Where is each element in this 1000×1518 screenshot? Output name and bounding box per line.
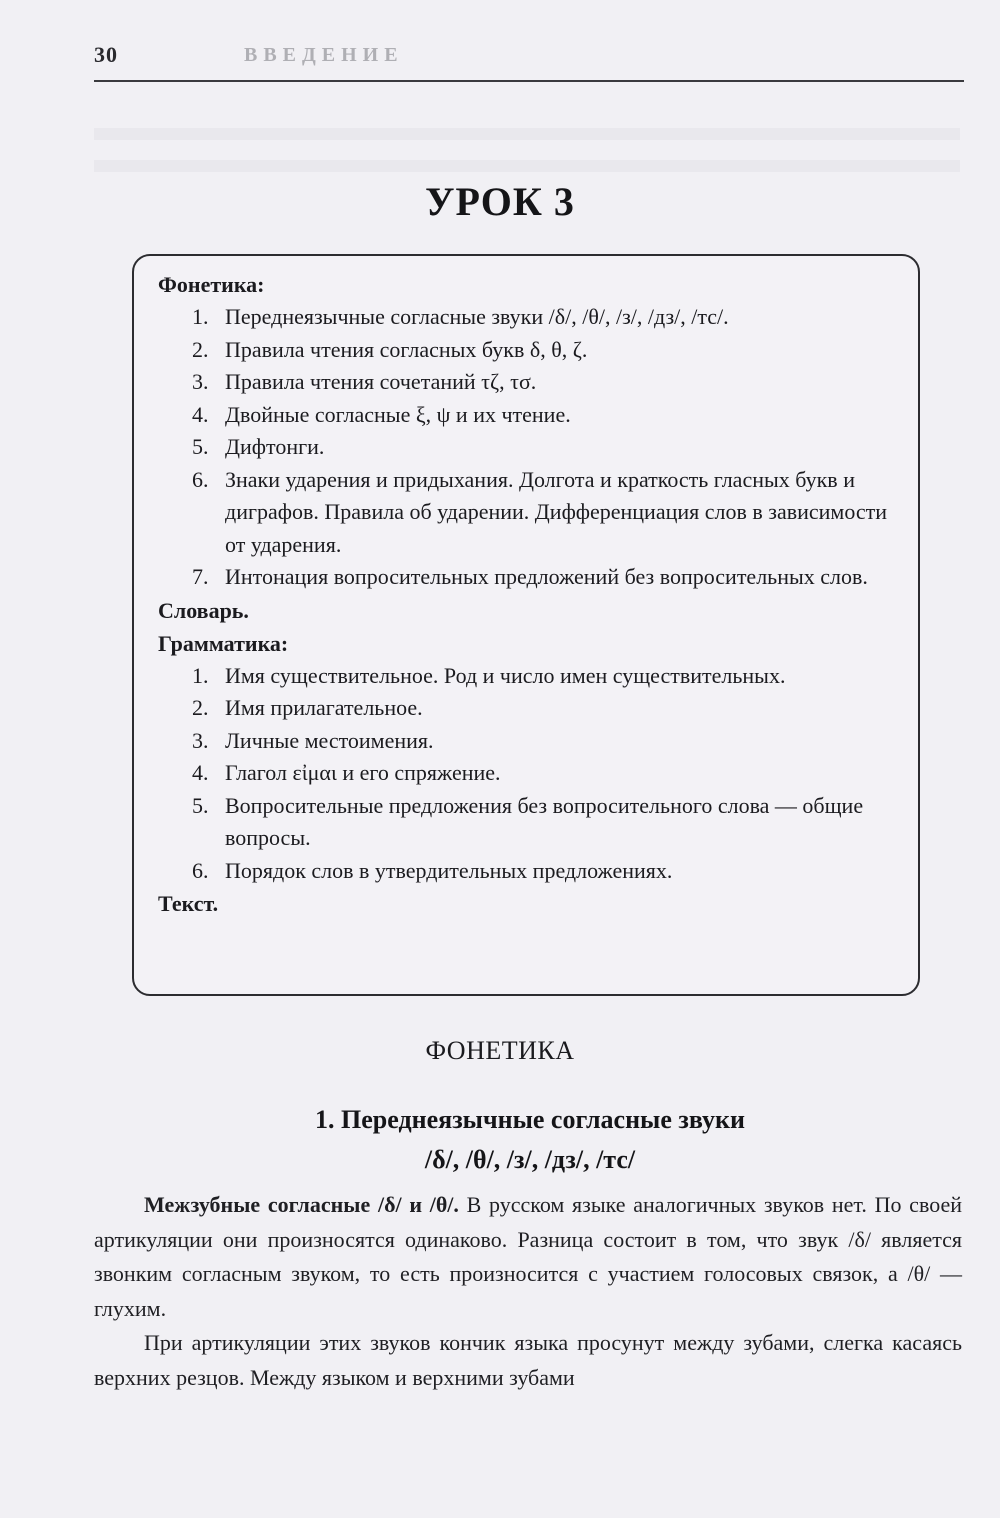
lesson-contents-box xyxy=(132,254,920,996)
subsection-heading-line-1: 1. Переднеязычные согласные звуки xyxy=(315,1105,745,1134)
paragraph xyxy=(94,1326,962,1395)
list-item-number: 4. xyxy=(192,401,209,427)
list-item-number: 5. xyxy=(192,434,209,459)
list-item-number: 2. xyxy=(192,336,209,362)
list-item-number: 6. xyxy=(192,466,209,492)
list-item xyxy=(158,334,898,367)
list-item xyxy=(158,464,898,562)
paragraph-lead-bold: Межзубные согласные /δ/ и /θ/. xyxy=(144,1192,459,1217)
paragraph-text: В русском языке аналогичных звуков нет. По своей артикуляции они произносятся одинаково. Разница состоит в том, что звук /δ/ является звонким согласным звуком, то есть произносится с участием голосовых связок, а /θ/ — глухим. xyxy=(94,1192,962,1321)
list-item-number: 1. xyxy=(192,662,209,688)
subsection-heading-line-2: /δ/, /θ/, /з/, /дз/, /тс/ xyxy=(424,1145,636,1174)
list-item xyxy=(158,692,898,725)
list-item-number: 7. xyxy=(192,564,209,589)
show-through xyxy=(94,160,960,172)
list-item-text: Правила чтения согласных букв δ, θ, ζ. xyxy=(225,336,588,362)
list-item-text: Глагол εἰμαι и его спряжение. xyxy=(225,760,501,785)
list-item-text: Знаки ударения и придыхания. Долгота и краткость гласных букв и диграфов. Правила об ударении. Дифференциация слов в зависимости от ударения. xyxy=(225,466,888,557)
list-item-number: 3. xyxy=(192,369,209,394)
list-item-number: 6. xyxy=(192,857,209,883)
list-item-number: 4. xyxy=(192,760,209,785)
body-text xyxy=(94,1188,962,1395)
list-item-number: 2. xyxy=(192,695,209,720)
list-item-number: 3. xyxy=(192,727,209,753)
list-item-text: Переднеязычные согласные звуки /δ/, /θ/, /з/, /дз/, /тс/. xyxy=(225,304,729,329)
vocabulary-label: Словарь. xyxy=(158,597,249,623)
list-item-text: Двойные согласные ξ, ψ и их чтение. xyxy=(225,401,571,427)
list-item xyxy=(158,855,898,888)
list-item xyxy=(158,660,898,693)
phonetics-label: Фонетика: xyxy=(158,272,265,297)
grammar-list xyxy=(158,660,898,888)
list-item-text: Дифтонги. xyxy=(225,434,325,459)
list-item xyxy=(158,301,898,334)
list-item xyxy=(158,431,898,464)
running-title: ВВЕДЕНИЕ xyxy=(244,44,404,66)
paragraph xyxy=(94,1188,962,1326)
show-through xyxy=(94,128,960,140)
list-item-text: Вопросительные предложения без вопросительного слова — общие вопросы. xyxy=(225,792,864,850)
list-item-text: Правила чтения сочетаний τζ, τσ. xyxy=(225,369,537,394)
section-heading: ФОНЕТИКА xyxy=(425,1036,575,1065)
list-item xyxy=(158,399,898,432)
page-header xyxy=(94,42,964,82)
list-item-text: Интонация вопросительных предложений без вопросительных слов. xyxy=(225,564,868,589)
grammar-label: Грамматика: xyxy=(158,630,289,656)
header-rule xyxy=(94,80,964,82)
list-item xyxy=(158,561,898,594)
list-item-number: 5. xyxy=(192,792,209,818)
page-number: 30 xyxy=(94,42,118,67)
lesson-title: УРОК 3 xyxy=(425,179,575,224)
list-item xyxy=(158,366,898,399)
list-item-text: Имя существительное. Род и число имен существительных. xyxy=(225,662,786,688)
list-item xyxy=(158,757,898,790)
text-label: Текст. xyxy=(158,891,219,916)
list-item-number: 1. xyxy=(192,304,209,329)
list-item-text: Личные местоимения. xyxy=(225,727,434,753)
paragraph-text: При артикуляции этих звуков кончик языка просунут между зубами, слегка касаясь верхних резцов. Между языком и верхними зубами xyxy=(94,1330,962,1390)
subsection-heading xyxy=(200,1100,860,1180)
list-item xyxy=(158,790,898,855)
phonetics-list xyxy=(158,301,898,594)
list-item-text: Порядок слов в утвердительных предложениях. xyxy=(225,857,673,883)
list-item xyxy=(158,725,898,758)
list-item-text: Имя прилагательное. xyxy=(225,695,423,720)
